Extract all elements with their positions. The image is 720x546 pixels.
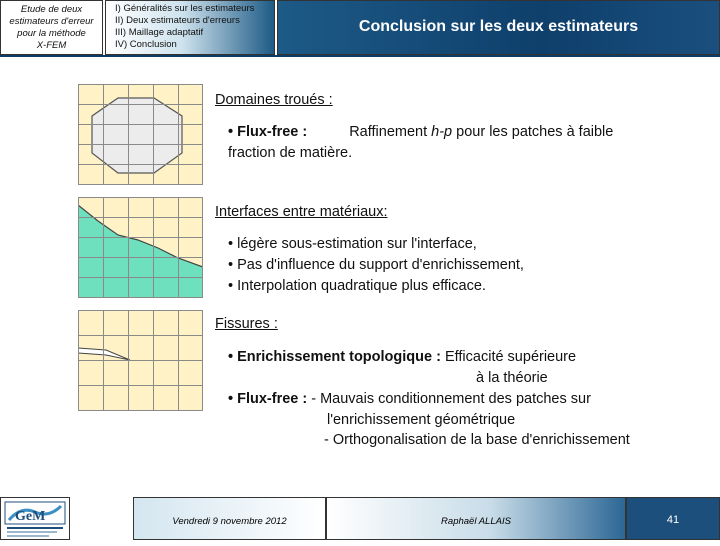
holes-bullet: [228, 124, 613, 140]
cracks-b2-line1: - Mauvais conditionnement des patches sur: [307, 391, 591, 407]
holed-domain-mesh: [78, 84, 203, 185]
table-of-contents: [105, 0, 275, 55]
toc-item[interactable]: I) Généralités sur les estimateurs: [115, 3, 255, 14]
toc-item[interactable]: IV) Conclusion: [115, 39, 177, 50]
section-heading-holes: Domaines troués :: [215, 92, 333, 108]
slide-title: Conclusion sur les deux estimateurs: [277, 0, 720, 55]
header-divider: [0, 55, 720, 57]
subject-line: estimateurs d'erreur: [9, 16, 94, 27]
subject-line: pour la méthode: [17, 28, 86, 39]
holes-text-continuation: fraction de matière.: [228, 145, 353, 161]
logo-text: GeM: [15, 509, 46, 524]
interfaces-bullet: • Pas d'influence du support d'enrichissement,: [228, 257, 524, 273]
holes-text-em: h-p: [431, 124, 453, 140]
gem-logo-icon: [1, 498, 69, 539]
cracks-b2-line3: - Orthogonalisation de la base d'enrichissement: [324, 432, 630, 448]
toc-item[interactable]: II) Deux estimateurs d'erreurs: [115, 15, 240, 26]
section-heading-interfaces: Interfaces entre matériaux:: [215, 204, 388, 220]
subject-box: [0, 0, 103, 55]
interface-figure: [78, 197, 203, 298]
cracks-b1-text: Efficacité supérieure: [440, 349, 577, 365]
interfaces-bullet: • légère sous-estimation sur l'interface,: [228, 236, 477, 252]
cracks-b1-label: • Enrichissement topologique :: [228, 349, 441, 365]
section-heading-cracks: Fissures :: [215, 316, 278, 332]
interface-mesh: [78, 197, 203, 298]
holes-bullet-label: • Flux-free :: [228, 124, 308, 140]
holed-domain-figure: [78, 84, 203, 185]
crack-figure: [78, 310, 203, 411]
crack-mesh: [78, 310, 203, 411]
toc-item[interactable]: III) Maillage adaptatif: [115, 27, 204, 38]
footer-date: Vendredi 9 novembre 2012: [133, 497, 326, 540]
holes-text-b: pour les patches à faible: [452, 124, 614, 140]
page-number: 41: [626, 497, 720, 540]
cracks-bullet-2: [228, 391, 591, 407]
subject-line: X-FEM: [36, 40, 67, 51]
cracks-b1-continuation: à la théorie: [476, 370, 548, 386]
cracks-b2-label: • Flux-free :: [228, 391, 308, 407]
cracks-bullet-1: [228, 349, 576, 365]
subject-line: Etude de deux: [20, 4, 83, 15]
lab-logo: [0, 497, 70, 540]
cracks-b2-line2: l'enrichissement géométrique: [327, 412, 516, 428]
interfaces-bullet: • Interpolation quadratique plus efficace.: [228, 278, 486, 294]
holes-text-a: Raffinement: [349, 124, 432, 140]
footer-author: Raphaël ALLAIS: [326, 497, 626, 540]
